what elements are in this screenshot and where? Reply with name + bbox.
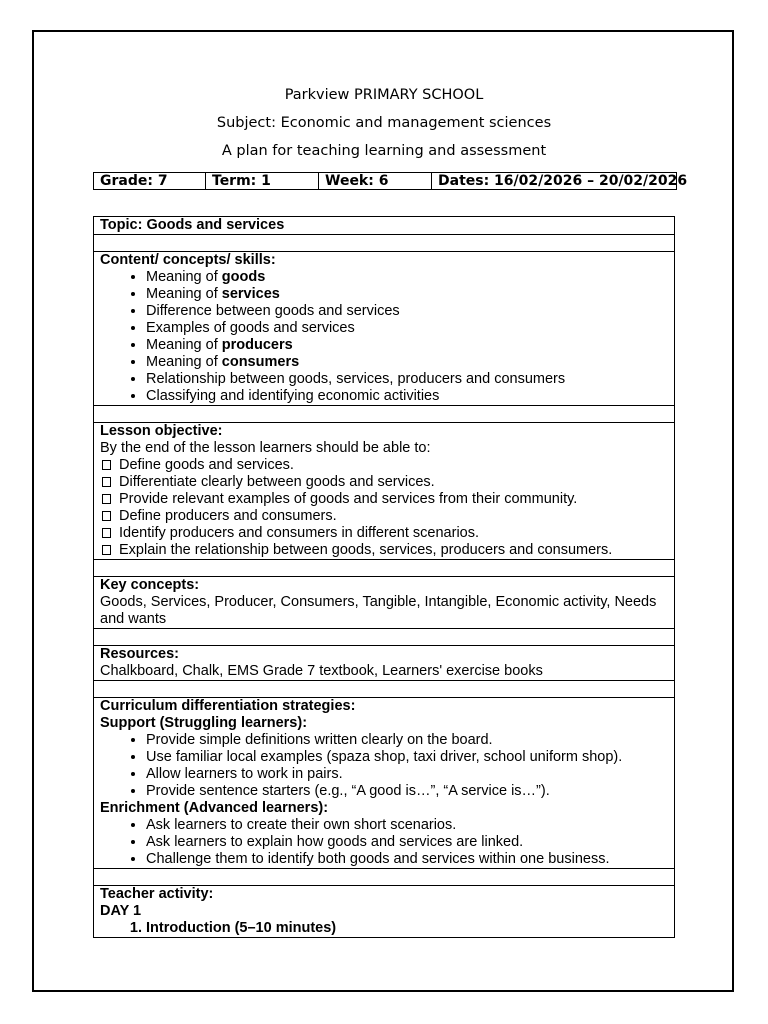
list-item: • Ask learners to explain how goods and services are linked. (146, 834, 668, 851)
checkbox-icon (102, 494, 111, 504)
checkbox-icon (102, 528, 111, 538)
list-item: • Challenge them to identify both goods and services within one business. (146, 851, 668, 868)
list-item: • Meaning of producers (146, 337, 668, 354)
objective-item: Provide relevant examples of goods and services from their community. (100, 491, 668, 508)
key-concepts-text: Goods, Services, Producer, Consumers, Tangible, Intangible, Economic activity, Needs and wants (100, 594, 657, 627)
enrichment-heading: Enrichment (Advanced learners): (100, 800, 329, 816)
spacer-row (94, 235, 674, 252)
subject-line: Subject: Economic and management sciences (216, 115, 552, 131)
topic-row: Topic: Goods and services (94, 217, 674, 235)
resources-text: Chalkboard, Chalk, EMS Grade 7 textbook, Learners' exercise books (100, 663, 543, 679)
objective-heading: Lesson objective: (100, 423, 223, 439)
objective-item: Define goods and services. (100, 457, 668, 474)
differentiation-section (94, 698, 674, 869)
content-section (94, 252, 674, 406)
list-item: • Meaning of goods (146, 269, 668, 286)
objective-item: Define producers and consumers. (100, 508, 668, 525)
objective-section (94, 423, 674, 560)
objective-item: Differentiate clearly between goods and services. (100, 474, 668, 491)
teacher-activity-heading: Teacher activity: (100, 886, 214, 902)
checkbox-icon (102, 477, 111, 487)
list-item: • Meaning of services (146, 286, 668, 303)
support-list (100, 732, 668, 800)
checkbox-icon (102, 511, 111, 521)
spacer-row (94, 869, 674, 886)
objective-intro: By the end of the lesson learners should be able to: (100, 440, 431, 456)
grade-cell: Grade: 7 (94, 173, 206, 190)
content-list (100, 269, 668, 405)
support-heading: Support (Struggling learners): (100, 715, 308, 731)
spacer-row (94, 681, 674, 698)
list-item: • Meaning of consumers (146, 354, 668, 371)
spacer-row (94, 406, 674, 423)
info-table (93, 172, 688, 190)
key-concepts-section (94, 577, 674, 629)
plan-title: A plan for teaching learning and assessment (221, 143, 547, 159)
key-concepts-heading: Key concepts: (100, 577, 200, 593)
differentiation-heading: Curriculum differentiation strategies: (100, 698, 356, 714)
spacer-row (94, 560, 674, 577)
list-item: • Examples of goods and services (146, 320, 668, 337)
list-item: • Relationship between goods, services, producers and consumers (146, 371, 668, 388)
dates-cell: Dates: 16/02/2026 – 20/02/2026 (432, 173, 677, 190)
activity-steps (100, 920, 668, 937)
checkbox-icon (102, 545, 111, 555)
objective-item: Identify producers and consumers in different scenarios. (100, 525, 668, 542)
activity-step: 1. Introduction (5–10 minutes) (146, 920, 668, 937)
school-name: Parkview PRIMARY SCHOOL (284, 87, 484, 103)
day-label: DAY 1 (100, 903, 142, 919)
list-item: • Allow learners to work in pairs. (146, 766, 668, 783)
content-heading: Content/ concepts/ skills: (100, 252, 276, 268)
list-item: • Ask learners to create their own short scenarios. (146, 817, 668, 834)
checkbox-icon (102, 460, 111, 470)
list-item: • Difference between goods and services (146, 303, 668, 320)
week-cell: Week: 6 (319, 173, 432, 190)
term-cell: Term: 1 (206, 173, 319, 190)
enrichment-list (100, 817, 668, 868)
resources-heading: Resources: (100, 646, 179, 662)
list-item: • Provide sentence starters (e.g., “A good is…”, “A service is…”). (146, 783, 668, 800)
teacher-activity-section (94, 886, 674, 937)
spacer-row (94, 629, 674, 646)
list-item: • Provide simple definitions written clearly on the board. (146, 732, 668, 749)
objective-item: Explain the relationship between goods, services, producers and consumers. (100, 542, 668, 559)
resources-section (94, 646, 674, 681)
list-item: • Use familiar local examples (spaza shop, taxi driver, school uniform shop). (146, 749, 668, 766)
lesson-plan-table (93, 216, 675, 938)
list-item: • Classifying and identifying economic activities (146, 388, 668, 405)
